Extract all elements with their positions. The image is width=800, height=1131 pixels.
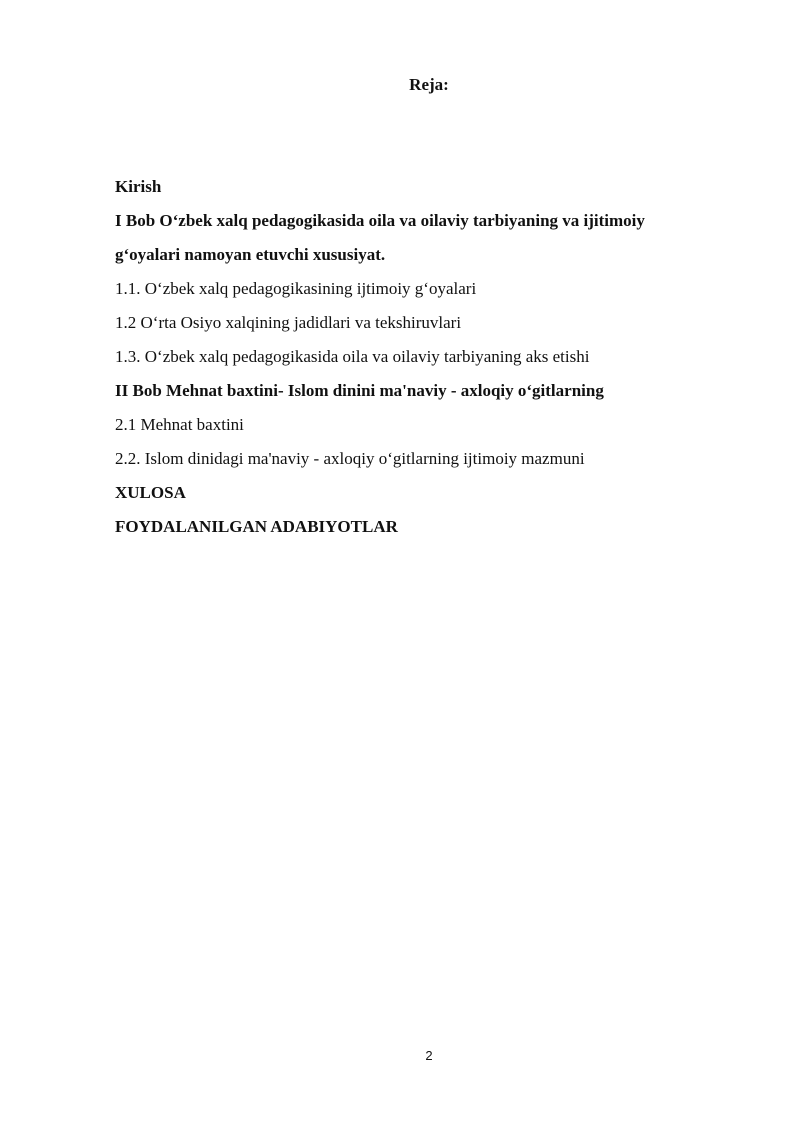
toc-chapter-1-heading-line-2: g‘oyalari namoyan etuvchi xususiyat. — [115, 245, 386, 264]
page-title: Reja: — [409, 75, 449, 94]
page-number: 2 — [425, 1048, 433, 1063]
toc-item-conclusion: XULOSA — [115, 483, 186, 502]
toc-item-1-3: 1.3. O‘zbek xalq pedagogikasida oila va oilaviy tarbiyaning aks etishi — [115, 347, 590, 366]
table-of-contents — [115, 170, 725, 544]
toc-chapter-1-heading-line-1: I Bob O‘zbek xalq pedagogikasida oila va oilaviy tarbiyaning va ijitimoiy — [115, 211, 645, 230]
toc-item-references: FOYDALANILGAN ADABIYOTLAR — [115, 517, 398, 536]
toc-chapter-2-heading: II Bob Mehnat baxtini- Islom dinini ma'naviy - axloqiy o‘gitlarning — [115, 381, 604, 400]
toc-item-introduction: Kirish — [115, 177, 162, 196]
toc-item-1-1: 1.1. O‘zbek xalq pedagogikasining ijtimoiy g‘oyalari — [115, 279, 477, 298]
toc-item-1-2: 1.2 O‘rta Osiyo xalqining jadidlari va tekshiruvlari — [115, 313, 462, 332]
toc-item-2-2: 2.2. Islom dinidagi ma'naviy - axloqiy o‘gitlarning ijtimoiy mazmuni — [115, 449, 585, 468]
toc-item-2-1: 2.1 Mehnat baxtini — [115, 415, 244, 434]
